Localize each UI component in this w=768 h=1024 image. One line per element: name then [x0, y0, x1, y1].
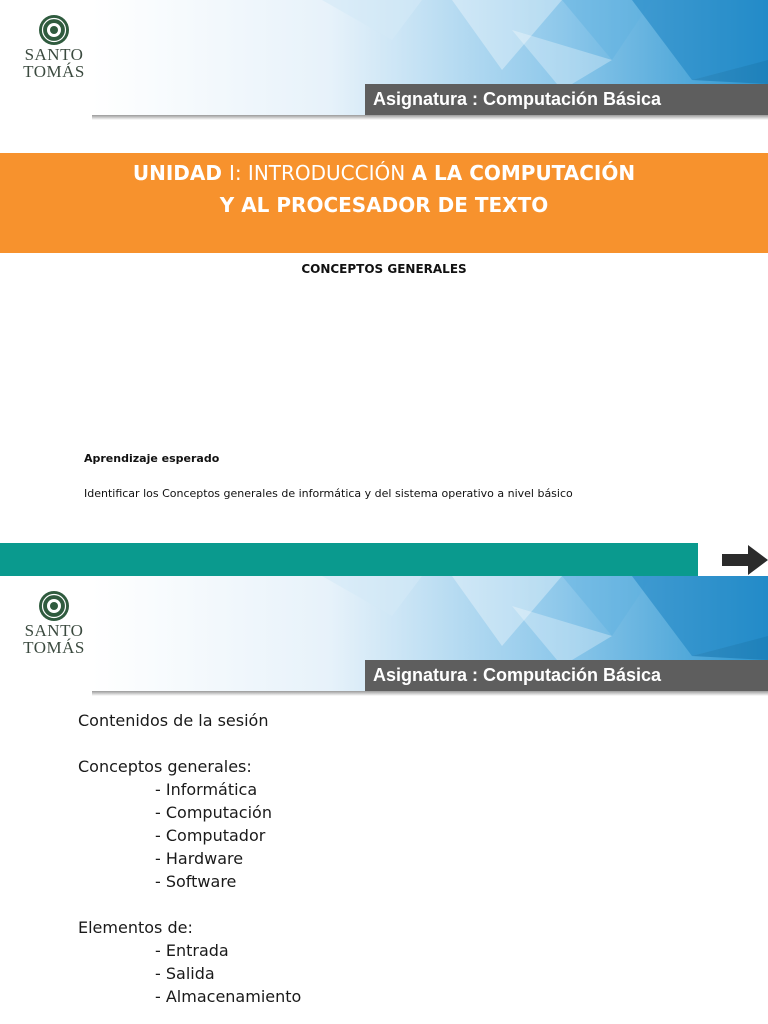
subject-bar: Asignatura : Computación Básica [365, 660, 768, 691]
seal-icon [38, 590, 70, 622]
title-unit-word: UNIDAD [132, 161, 229, 185]
logo-text-line2: TOMÁS [23, 62, 85, 81]
learning-label: Aprendizaje esperado [84, 452, 220, 465]
unit-title-line2: Y AL PROCESADOR DE TEXTO [219, 193, 549, 217]
list-item: - Computación [155, 803, 272, 822]
session-contents [78, 709, 678, 1008]
list-item: - Almacenamiento [155, 987, 302, 1006]
title-computing-words: A LA COMPUTACIÓN [411, 161, 636, 185]
list-item: - Hardware [155, 849, 244, 868]
seal-icon [38, 14, 70, 46]
list-item: - Computador [155, 826, 266, 845]
logo-text-line2: TOMÁS [23, 638, 85, 657]
contents-title: Contenidos de la sesión [78, 711, 269, 730]
footer-bar [0, 543, 698, 576]
slide-2 [0, 576, 768, 1024]
learning-text: Identificar los Conceptos generales de informática y del sistema operativo a nivel básico [84, 487, 573, 500]
next-arrow-icon[interactable] [722, 545, 768, 575]
list-item: - Software [155, 872, 237, 891]
section-heading: CONCEPTOS GENERALES [301, 262, 467, 276]
santo-tomas-logo [18, 14, 90, 80]
logo-text-line1: SANTO [24, 45, 84, 64]
list-item: - Salida [155, 964, 215, 983]
subject-bar: Asignatura : Computación Básica [365, 84, 768, 115]
unit-title [0, 153, 768, 253]
unit-title-line1 [0, 157, 768, 189]
santo-tomas-logo [18, 590, 90, 656]
elements-label: Elementos de: [78, 918, 193, 937]
concepts-label: Conceptos generales: [78, 757, 252, 776]
list-item: - Entrada [155, 941, 229, 960]
logo-text-line1: SANTO [24, 621, 84, 640]
title-intro-word: I: INTRODUCCIÓN [228, 161, 412, 185]
list-item: - Informática [155, 780, 258, 799]
